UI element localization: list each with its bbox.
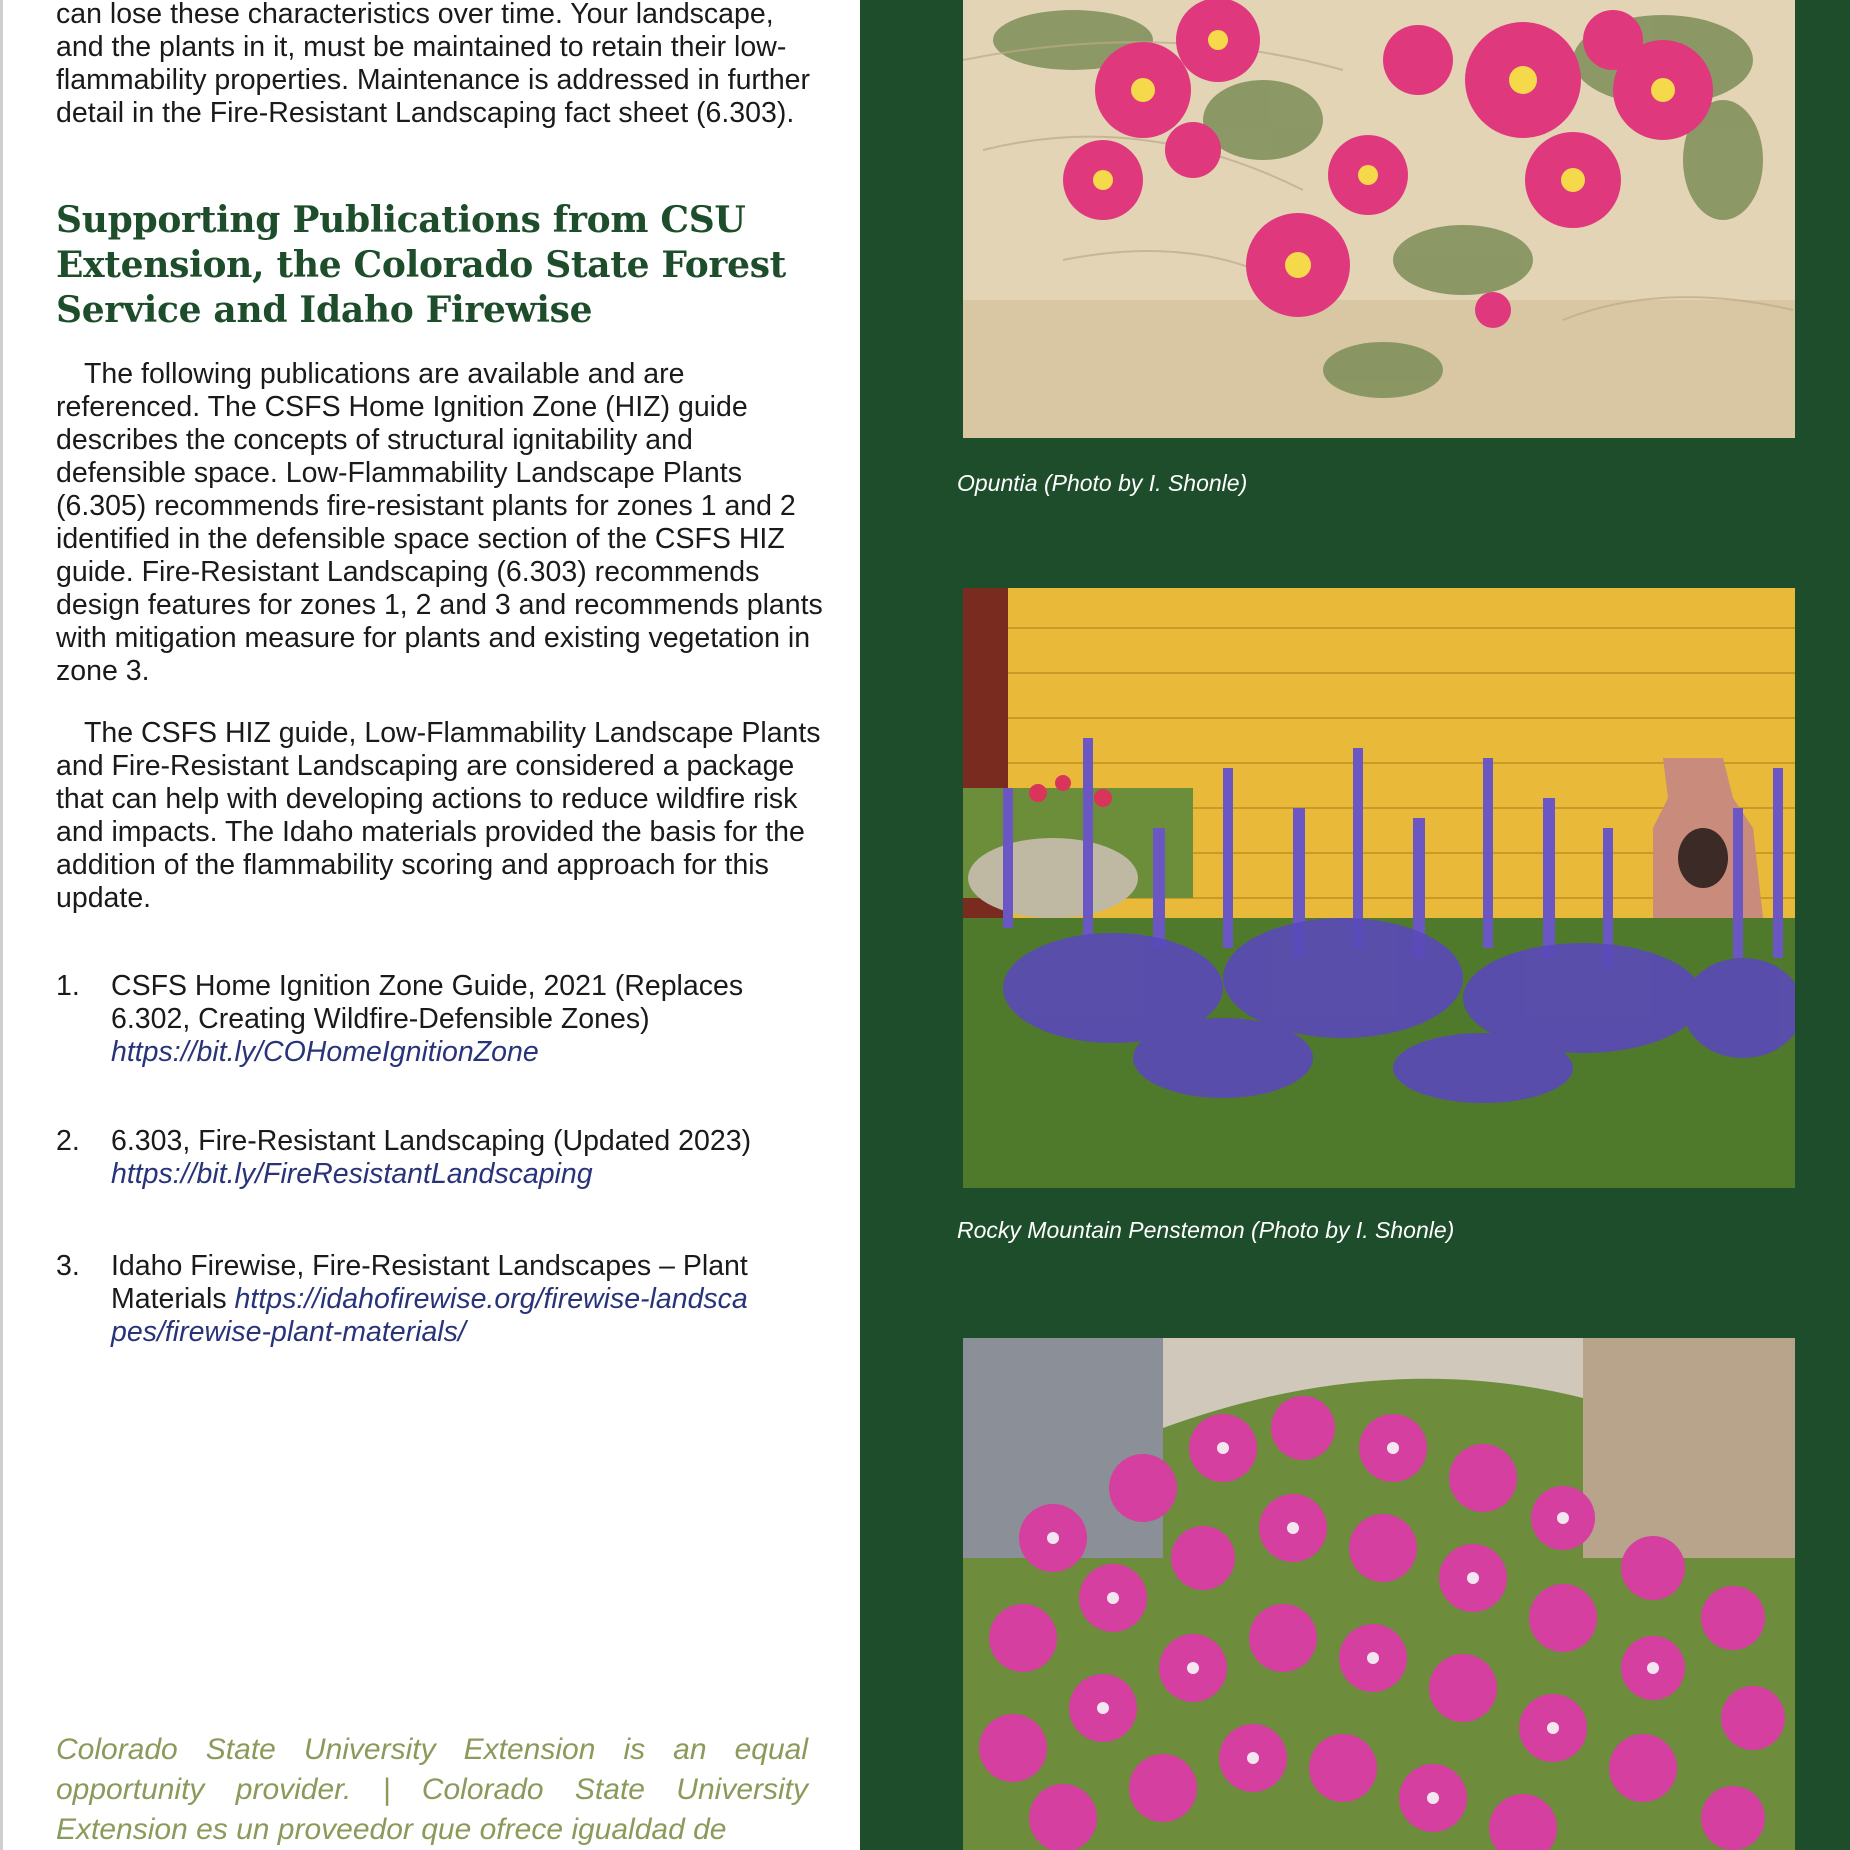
photo-caption-opuntia: Opuntia (Photo by I. Shonle) xyxy=(957,470,1248,496)
photo-opuntia xyxy=(963,0,1795,438)
equal-opportunity-statement: Colorado State University Extension is an equal opportunity provider. | Colorado State University Extension es un proveedor que ofrece igualdad de xyxy=(56,1733,808,1846)
reference-link[interactable]: https://idahofirewise.org/firewise-landscapes/firewise-plant-materials/ xyxy=(111,1283,748,1348)
reference-number: 3. xyxy=(56,1250,80,1282)
reference-link[interactable]: https://bit.ly/COHomeIgnitionZone xyxy=(111,1036,539,1068)
page-edge xyxy=(0,0,3,1850)
paragraph-package: The CSFS HIZ guide, Low-Flammability Landscape Plants and Fire-Resistant Landscaping are considered a package that can help with developing actions to reduce wildfire risk and impacts. The Idaho materials provided the basis for the addition of the flammability scoring and approach for this update. xyxy=(56,717,821,914)
reference-link[interactable]: https://bit.ly/FireResistantLandscaping xyxy=(111,1158,593,1190)
reference-item xyxy=(56,1250,826,1349)
reference-item xyxy=(56,1125,826,1191)
photo-ice-plant xyxy=(963,1338,1795,1850)
reference-number: 2. xyxy=(56,1125,80,1157)
reference-text: CSFS Home Ignition Zone Guide, 2021 (Replaces 6.302, Creating Wildfire-Defensible Zones) xyxy=(111,970,744,1035)
photo-penstemon xyxy=(963,588,1795,1188)
cactus-flowers-image xyxy=(963,0,1795,438)
reference-text: Idaho Firewise, Fire-Resistant Landscapes – Plant Materials xyxy=(111,1250,748,1315)
paragraph-publications: The following publications are available and are referenced. The CSFS Home Ignition Zone (HIZ) guide describes the concepts of structural ignitability and defensible space. Low-Flammability Landscape Plants (6.305) recommends fire-resistant plants for zones 1 and 2 identified in the defensible space section of the CSFS HIZ guide. Fire-Resistant Landscaping (6.303) recommends design features for zones 1, 2 and 3 and recommends plants with mitigation measure for plants and existing vegetation in zone 3. xyxy=(56,358,823,687)
ice-plant-image xyxy=(963,1338,1795,1850)
photo-caption-penstemon: Rocky Mountain Penstemon (Photo by I. Shonle) xyxy=(957,1217,1455,1243)
photo-sidebar xyxy=(860,0,1850,1850)
reference-item xyxy=(56,970,826,1069)
reference-number: 1. xyxy=(56,970,80,1002)
penstemon-image xyxy=(963,588,1795,1188)
section-heading: Supporting Publications from CSU Extension, the Colorado State Forest Service and Idaho Firewise xyxy=(56,199,786,331)
intro-paragraph: can lose these characteristics over time. Your landscape, and the plants in it, must be maintained to retain their low-flammability properties. Maintenance is addressed in further detail in the Fire-Resistant Landscaping fact sheet (6.303). xyxy=(56,0,811,129)
reference-text: 6.303, Fire-Resistant Landscaping (Updated 2023) xyxy=(111,1125,752,1157)
